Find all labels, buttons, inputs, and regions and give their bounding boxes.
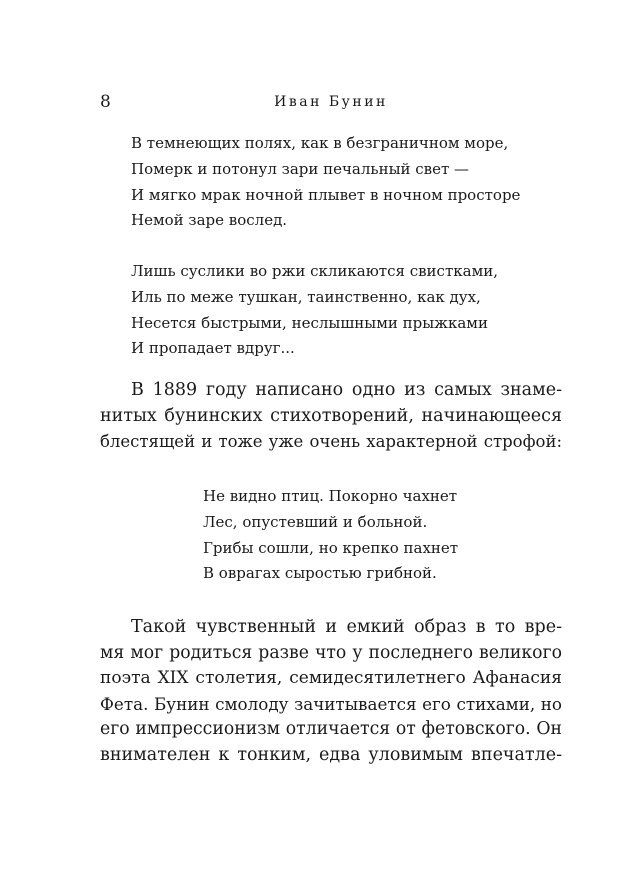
paragraph-line: нитых бунинских стихотворений, начинающееся	[100, 405, 562, 426]
paragraph-line: поэта XIX столетия, семидесятилетнего Афанасия	[100, 668, 562, 688]
poem-line: Лишь суслики во ржи скликаются свистками,	[131, 262, 499, 280]
paragraph-line: его импрессионизм отличается от фетовского. Он	[100, 719, 562, 739]
paragraph-1	[100, 378, 562, 455]
page-header	[100, 92, 562, 114]
poem-line: Грибы сошли, но крепко пахнет	[203, 538, 459, 557]
poem-line: И мягко мрак ночной плывет в ночном просторе	[131, 185, 521, 204]
poem-line: В оврагах сыростью грибной.	[203, 564, 437, 583]
page-number: 8	[100, 92, 111, 112]
paragraph-2	[100, 615, 562, 768]
poem-stanza-1	[131, 131, 551, 234]
poem-line: Не видно птиц. Покорно чахнет	[203, 487, 458, 505]
poem-line: Иль по меже тушкан, таинственно, как дух,	[131, 287, 481, 306]
poem-line: Несется быстрыми, неслышными прыжками	[131, 313, 488, 332]
poem-stanza-3	[203, 484, 533, 587]
paragraph-line: мя мог родиться разве что у последнего великого	[100, 642, 562, 663]
poem-line: Померк и потонул зари печальный свет —	[131, 159, 470, 178]
poem-line: Немой заре вослед.	[131, 211, 288, 230]
poem-line: В темнеющих полях, как в безграничном море,	[131, 134, 509, 152]
poem-line: И пропадает вдруг...	[131, 339, 295, 358]
poem-line: Лес, опустевший и больной.	[203, 512, 428, 531]
running-title: Иван Бунин	[274, 94, 388, 110]
paragraph-line: блестящей и тоже уже очень характерной строфой:	[100, 432, 562, 451]
poem-stanza-2	[131, 259, 551, 362]
paragraph-line: Такой чувственный и емкий образ в то вре-	[131, 617, 562, 637]
paragraph-line: В 1889 году написано одно из самых знаме-	[131, 380, 562, 400]
paragraph-line: внимателен к тонким, едва уловимым впечатле-	[100, 744, 562, 765]
paragraph-line: Фета. Бунин смолоду зачитывается его стихами, но	[100, 693, 562, 714]
